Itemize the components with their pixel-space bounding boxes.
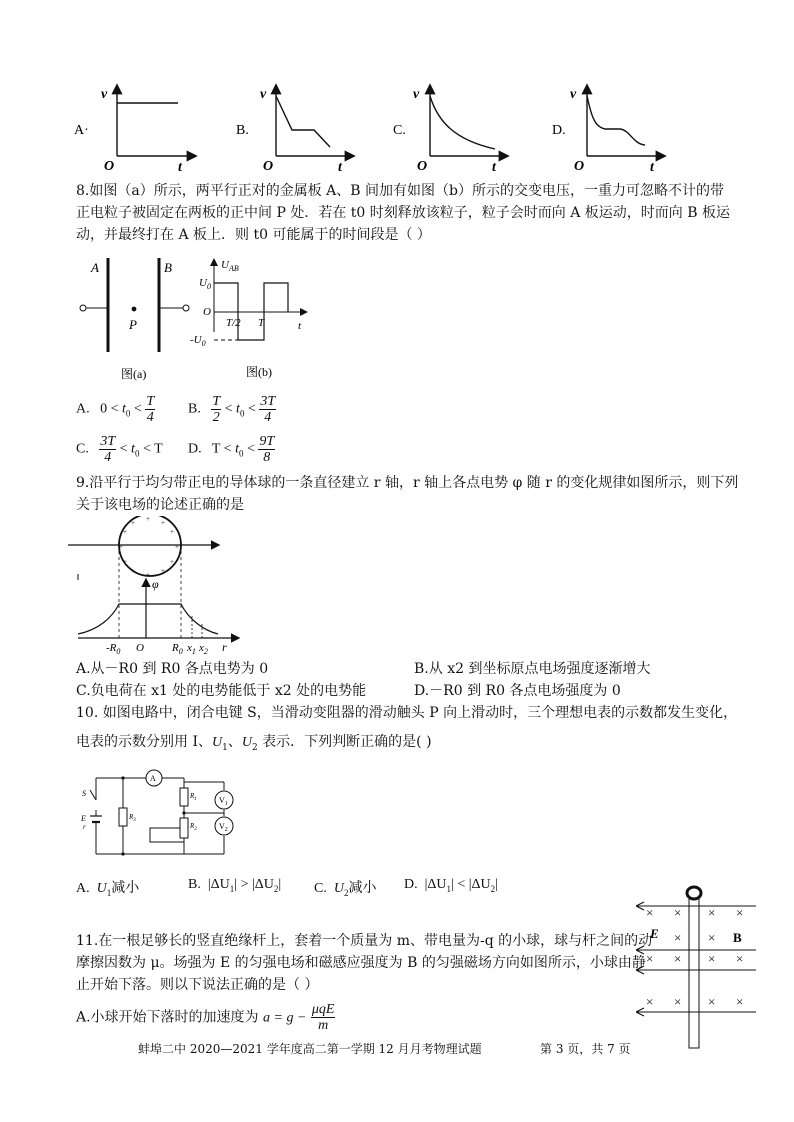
q8-option-d[interactable]: D. $T < t_0$ < $\frac{9T}{8}$ — [188, 434, 275, 465]
svg-text:+: + — [146, 571, 150, 579]
q8-line3: 动，并最终打在 A 板上．则 t0 可能属于的时间段是（ ） — [76, 227, 431, 243]
q10-option-d[interactable]: D. $|\Delta U_1| < |\Delta U_2|$ — [404, 877, 498, 894]
svg-text:r: r — [83, 823, 86, 831]
footer-page: 第 3 页，共 7 页 — [540, 1042, 631, 1056]
q9-option-c[interactable]: C.负电荷在 x1 处的电势能低于 x2 处的电势能 — [76, 683, 367, 699]
svg-text:O: O — [136, 642, 144, 654]
graph-b-curve — [276, 96, 330, 147]
q9-option-b[interactable]: B.从 x2 到坐标原点电场强度逐渐增大 — [414, 661, 651, 677]
svg-text:×: × — [736, 994, 744, 1009]
svg-text:×: × — [736, 905, 744, 920]
q10-option-a[interactable]: A. $U_1$减小 — [76, 881, 140, 898]
q11-line1: 11.在一根足够长的竖直绝缘杆上，套着一个质量为 m、带电量为-q 的小球，球与杆之间的动 — [76, 933, 653, 949]
svg-text:P: P — [129, 317, 137, 332]
q7-graphs-svg — [70, 82, 710, 174]
svg-text:图(b): 图(b) — [246, 365, 272, 379]
svg-text:×: × — [674, 951, 682, 966]
svg-text:+: + — [170, 528, 174, 536]
svg-text:O: O — [417, 159, 428, 174]
graph-b — [236, 86, 353, 174]
svg-text:+: + — [161, 567, 165, 575]
q9-option-a[interactable]: A.从－R0 到 R0 各点电势为 0 — [76, 661, 269, 677]
graph-c — [393, 86, 507, 174]
svg-text:图(a): 图(a) — [121, 367, 147, 381]
svg-text:×: × — [646, 951, 654, 966]
svg-text:T: T — [258, 317, 265, 329]
svg-text:O: O — [203, 306, 211, 318]
svg-text:×: × — [674, 994, 682, 1009]
graph-d-label: D. — [552, 123, 566, 138]
svg-text:×: × — [708, 905, 716, 920]
svg-text:O: O — [104, 159, 115, 174]
svg-text:t: t — [650, 160, 654, 174]
svg-text:U0: $U_0$ — [199, 277, 211, 291]
graph-c-curve — [430, 96, 495, 149]
q9-option-d[interactable]: D.－R0 到 R0 各点电场强度为 0 — [414, 683, 621, 699]
q9-line2: 关于该电场的论述正确的是 — [76, 497, 244, 513]
graph-a — [74, 86, 195, 174]
svg-text:×: × — [674, 930, 682, 945]
svg-text:x2: $x_2$ — [199, 642, 208, 656]
q10-option-b[interactable]: B. $|\Delta U_1| > |\Delta U_2|$ — [188, 877, 282, 894]
q10-circuit — [78, 766, 238, 866]
q8-option-c[interactable]: C. $\frac{3T}{4}$ < $t_0 < T$ — [76, 434, 163, 465]
svg-text:T/2: T/2 — [226, 317, 241, 329]
svg-text:+: + — [123, 558, 127, 566]
svg-text:×: × — [708, 930, 716, 945]
svg-text:×: × — [736, 951, 744, 966]
footer-title: 蚌埠二中 2020—2021 学年度高二第一学期 12 月月考物理试题 — [138, 1042, 482, 1056]
q11-figure-svg — [636, 880, 760, 1052]
graph-a-label: A· — [74, 123, 89, 138]
q8-fig-b — [190, 259, 306, 379]
q10-line2: 电表的示数分别用 I、$U_1$、$U_2$ 表示．下列判断正确的是( ) — [76, 734, 432, 753]
svg-text:+: + — [119, 543, 123, 551]
svg-text:B: B — [733, 930, 742, 945]
q9-figure-svg — [68, 516, 248, 656]
q9-figure — [68, 516, 248, 656]
svg-text:-R0: $-R_0$ — [106, 642, 121, 656]
svg-text:UAB: $U_{AB}$ — [221, 259, 239, 273]
svg-text:v: v — [570, 87, 577, 102]
graph-d — [552, 86, 664, 174]
graph-d-curve — [587, 96, 645, 145]
svg-text:A: A — [150, 774, 156, 783]
svg-text:+: + — [131, 519, 135, 527]
svg-text:t: t — [492, 160, 496, 174]
svg-text:v: v — [101, 87, 108, 102]
svg-text:×: × — [646, 905, 654, 920]
svg-text:R2: $R_2$ — [190, 822, 197, 832]
q11-option-a[interactable]: A.小球开始下落时的加速度为 a = g − $\frac{\text{μqE}}{m}$ — [76, 1002, 335, 1033]
svg-text:E: E — [650, 926, 659, 941]
svg-text:+: + — [161, 519, 165, 527]
svg-text:v: v — [413, 87, 420, 102]
svg-text:t: t — [178, 160, 182, 174]
svg-text:R0: $R_0$ — [172, 642, 183, 656]
svg-text:B: B — [164, 260, 172, 275]
q9-line1: 9.沿平行于均匀带正电的导体球的一条直径建立 r 轴，r 轴上各点电势 φ 随 r 的变化规律如图所示，则下列 — [76, 475, 739, 491]
graph-b-label: B. — [236, 123, 249, 138]
svg-text:+: + — [146, 516, 150, 523]
q8-line2: 正电粒子被固定在两板的正中间 P 处．若在 t0 时刻释放该粒子，粒子会时而向 A 板运动，时而向 B 板运 — [76, 205, 730, 221]
q10-circuit-svg — [78, 766, 238, 866]
svg-text:E: E — [81, 814, 86, 823]
q8-line1: 8.如图（a）所示，两平行正对的金属板 A、B 间加有如图（b）所示的交变电压，一重力可忽略不计的带 — [76, 183, 724, 199]
q11-line2: 摩擦因数为 μ。场强为 E 的匀强电场和磁感应强度为 B 的匀强磁场方向如图所示，小球由静 — [76, 955, 646, 971]
svg-text:V2: $V_2$ — [219, 822, 228, 833]
svg-text:x1: $x_1$ — [187, 642, 196, 656]
svg-text:t: t — [338, 160, 342, 174]
q8-option-b[interactable]: B. $\frac{T}{2}$ < $t_0$ < $\frac{3T}{4}$ — [188, 394, 276, 425]
svg-text:t: t — [298, 320, 302, 332]
q8-option-a[interactable]: A. $0 < t_0$ < $\frac{T}{4}$ — [76, 394, 155, 425]
svg-text:S: S — [82, 789, 86, 798]
q11-line3: 止开始下落。则以下说法正确的是（ ） — [76, 977, 319, 993]
svg-text:×: × — [708, 951, 716, 966]
svg-text:v: v — [260, 87, 267, 102]
svg-text:+: + — [131, 567, 135, 575]
q10-option-c[interactable]: C. $U_2$减小 — [314, 881, 377, 898]
q11-figure — [636, 880, 760, 1052]
potential-curve — [78, 604, 218, 634]
svg-text:+: + — [170, 558, 174, 566]
svg-text:φ: φ — [152, 577, 159, 591]
graph-c-label: C. — [393, 123, 406, 138]
svg-text:R3: $R_3$ — [129, 813, 136, 823]
q8-figures — [74, 252, 334, 382]
svg-text:V1: $V_1$ — [219, 796, 228, 807]
q10-line1: 10. 如图电路中，闭合电键 S，当滑动变阻器的滑动触头 P 向上滑动时，三个理想电表的示数都发生变化， — [76, 705, 738, 721]
q8-figures-svg — [74, 252, 334, 382]
svg-text:×: × — [646, 994, 654, 1009]
svg-text:O: O — [263, 159, 274, 174]
svg-text:r: r — [222, 640, 227, 654]
svg-text:+: + — [175, 543, 179, 551]
svg-text:×: × — [674, 905, 682, 920]
q7-graphs — [70, 82, 710, 174]
svg-text:-U0: $-U_0$ — [190, 334, 206, 348]
svg-text:×: × — [708, 994, 716, 1009]
svg-text:O: O — [574, 159, 585, 174]
svg-text:R1: $R_1$ — [190, 792, 197, 802]
svg-text:A: A — [91, 260, 99, 275]
q8-fig-a — [80, 258, 189, 381]
svg-text:+: + — [123, 528, 127, 536]
